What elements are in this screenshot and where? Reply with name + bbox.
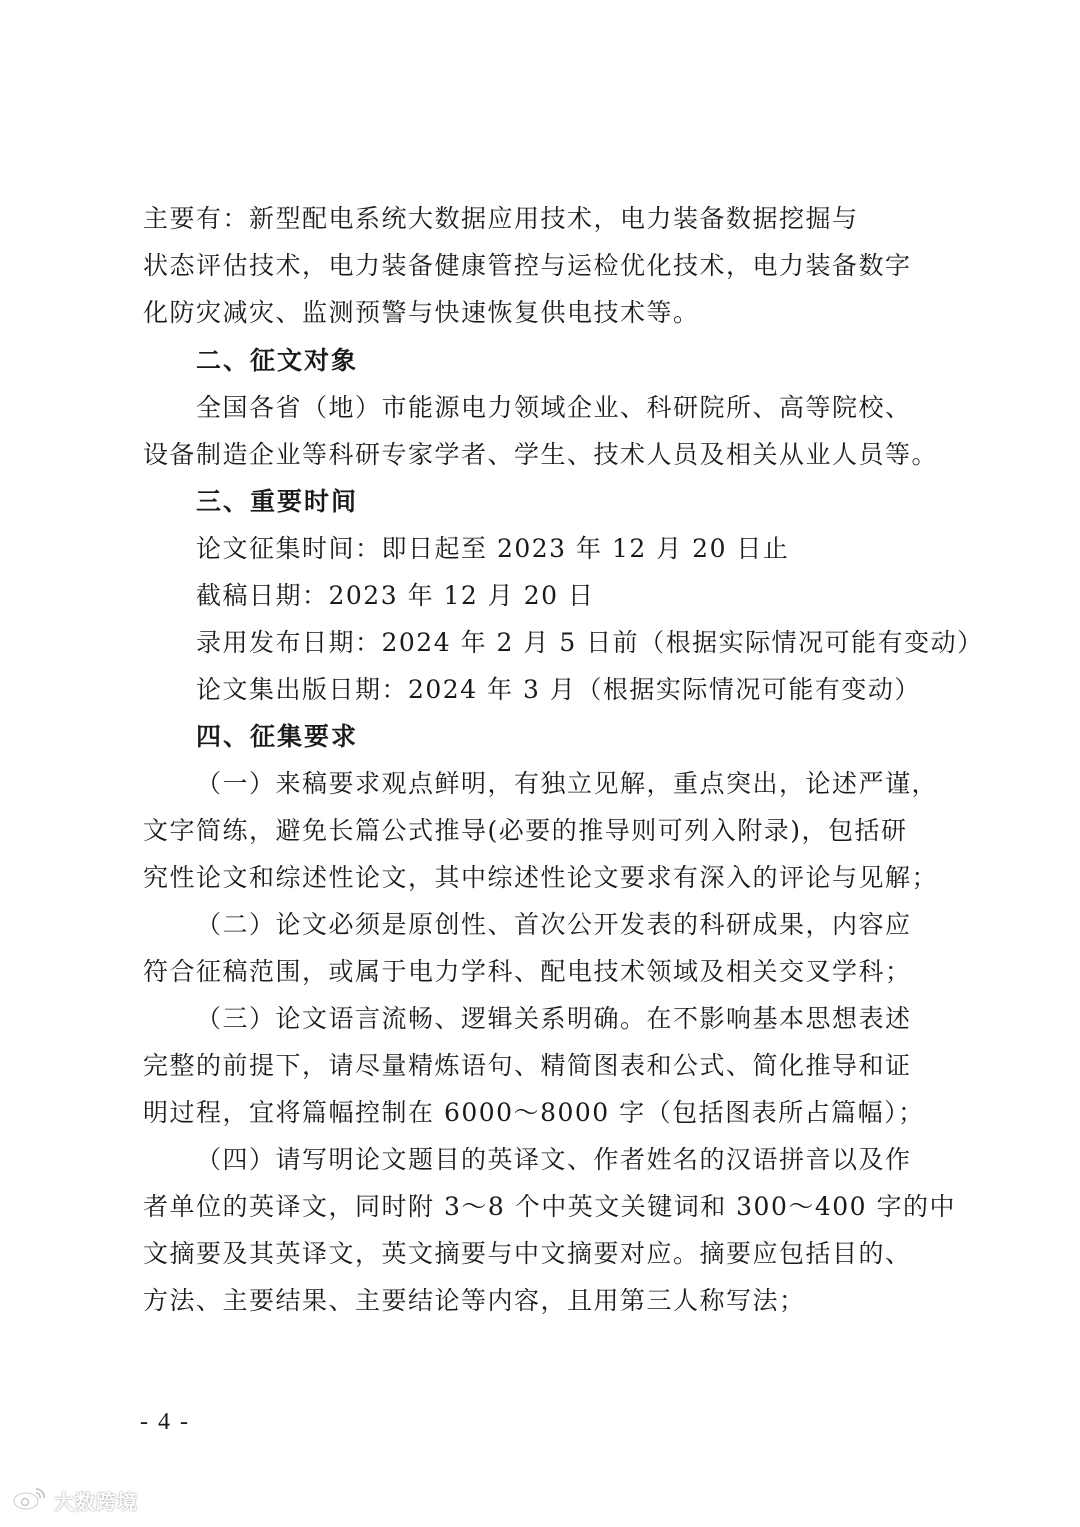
date-publication: 论文集出版日期：2024 年 3 月（根据实际情况可能有变动） bbox=[196, 675, 921, 704]
section-heading-3: 三、重要时间 bbox=[196, 487, 359, 516]
section-heading-4: 四、征集要求 bbox=[196, 722, 359, 751]
section-heading-2: 二、征文对象 bbox=[196, 346, 359, 375]
requirement-1-line-2: 文字简练，避免长篇公式推导(必要的推导则可列入附录)，包括研 bbox=[143, 816, 908, 845]
requirement-2-line-2: 符合征稿范围，或属于电力学科、配电技术领域及相关交叉学科； bbox=[143, 957, 912, 986]
requirement-4-line-2: 者单位的英译文，同时附 3～8 个中英文关键词和 300～400 字的中 bbox=[143, 1192, 957, 1221]
requirement-1-line-1: （一）来稿要求观点鲜明，有独立见解，重点突出，论述严谨， bbox=[196, 769, 939, 798]
body-line-1: 主要有：新型配电系统大数据应用技术，电力装备数据挖掘与 bbox=[143, 204, 859, 233]
deadline-submission: 截稿日期：2023 年 12 月 20 日 bbox=[196, 581, 595, 610]
page-number: - 4 - bbox=[140, 1409, 190, 1435]
body-line-2: 状态评估技术，电力装备健康管控与运检优化技术，电力装备数字 bbox=[143, 251, 912, 280]
requirement-4-line-3: 文摘要及其英译文，英文摘要与中文摘要对应。摘要应包括目的、 bbox=[143, 1239, 912, 1268]
requirement-3-line-2: 完整的前提下，请尽量精炼语句、精简图表和公式、简化推导和证 bbox=[143, 1051, 912, 1080]
body-line-6: 设备制造企业等科研专家学者、学生、技术人员及相关从业人员等。 bbox=[143, 440, 939, 469]
deadline-collection: 论文征集时间：即日起至 2023 年 12 月 20 日止 bbox=[196, 534, 790, 563]
weibo-logo-icon bbox=[12, 1485, 48, 1516]
requirement-4-line-4: 方法、主要结果、主要结论等内容，且用第三人称写法； bbox=[143, 1286, 806, 1315]
requirement-3-line-3: 明过程，宜将篇幅控制在 6000～8000 字（包括图表所占篇幅）； bbox=[143, 1098, 925, 1127]
requirement-3-line-1: （三）论文语言流畅、逻辑关系明确。在不影响基本思想表述 bbox=[196, 1004, 912, 1033]
requirement-4-line-1: （四）请写明论文题目的英译文、作者姓名的汉语拼音以及作 bbox=[196, 1145, 912, 1174]
date-acceptance: 录用发布日期：2024 年 2 月 5 日前（根据实际情况可能有变动） bbox=[196, 628, 984, 657]
body-line-5: 全国各省（地）市能源电力领域企业、科研院所、高等院校、 bbox=[196, 393, 912, 422]
requirement-2-line-1: （二）论文必须是原创性、首次公开发表的科研成果，内容应 bbox=[196, 910, 912, 939]
requirement-1-line-3: 究性论文和综述性论文，其中综述性论文要求有深入的评论与见解； bbox=[143, 863, 939, 892]
watermark bbox=[12, 1486, 138, 1514]
watermark-text: 大数跨境 bbox=[54, 1489, 138, 1514]
body-line-3: 化防灾减灾、监测预警与快速恢复供电技术等。 bbox=[143, 298, 700, 327]
